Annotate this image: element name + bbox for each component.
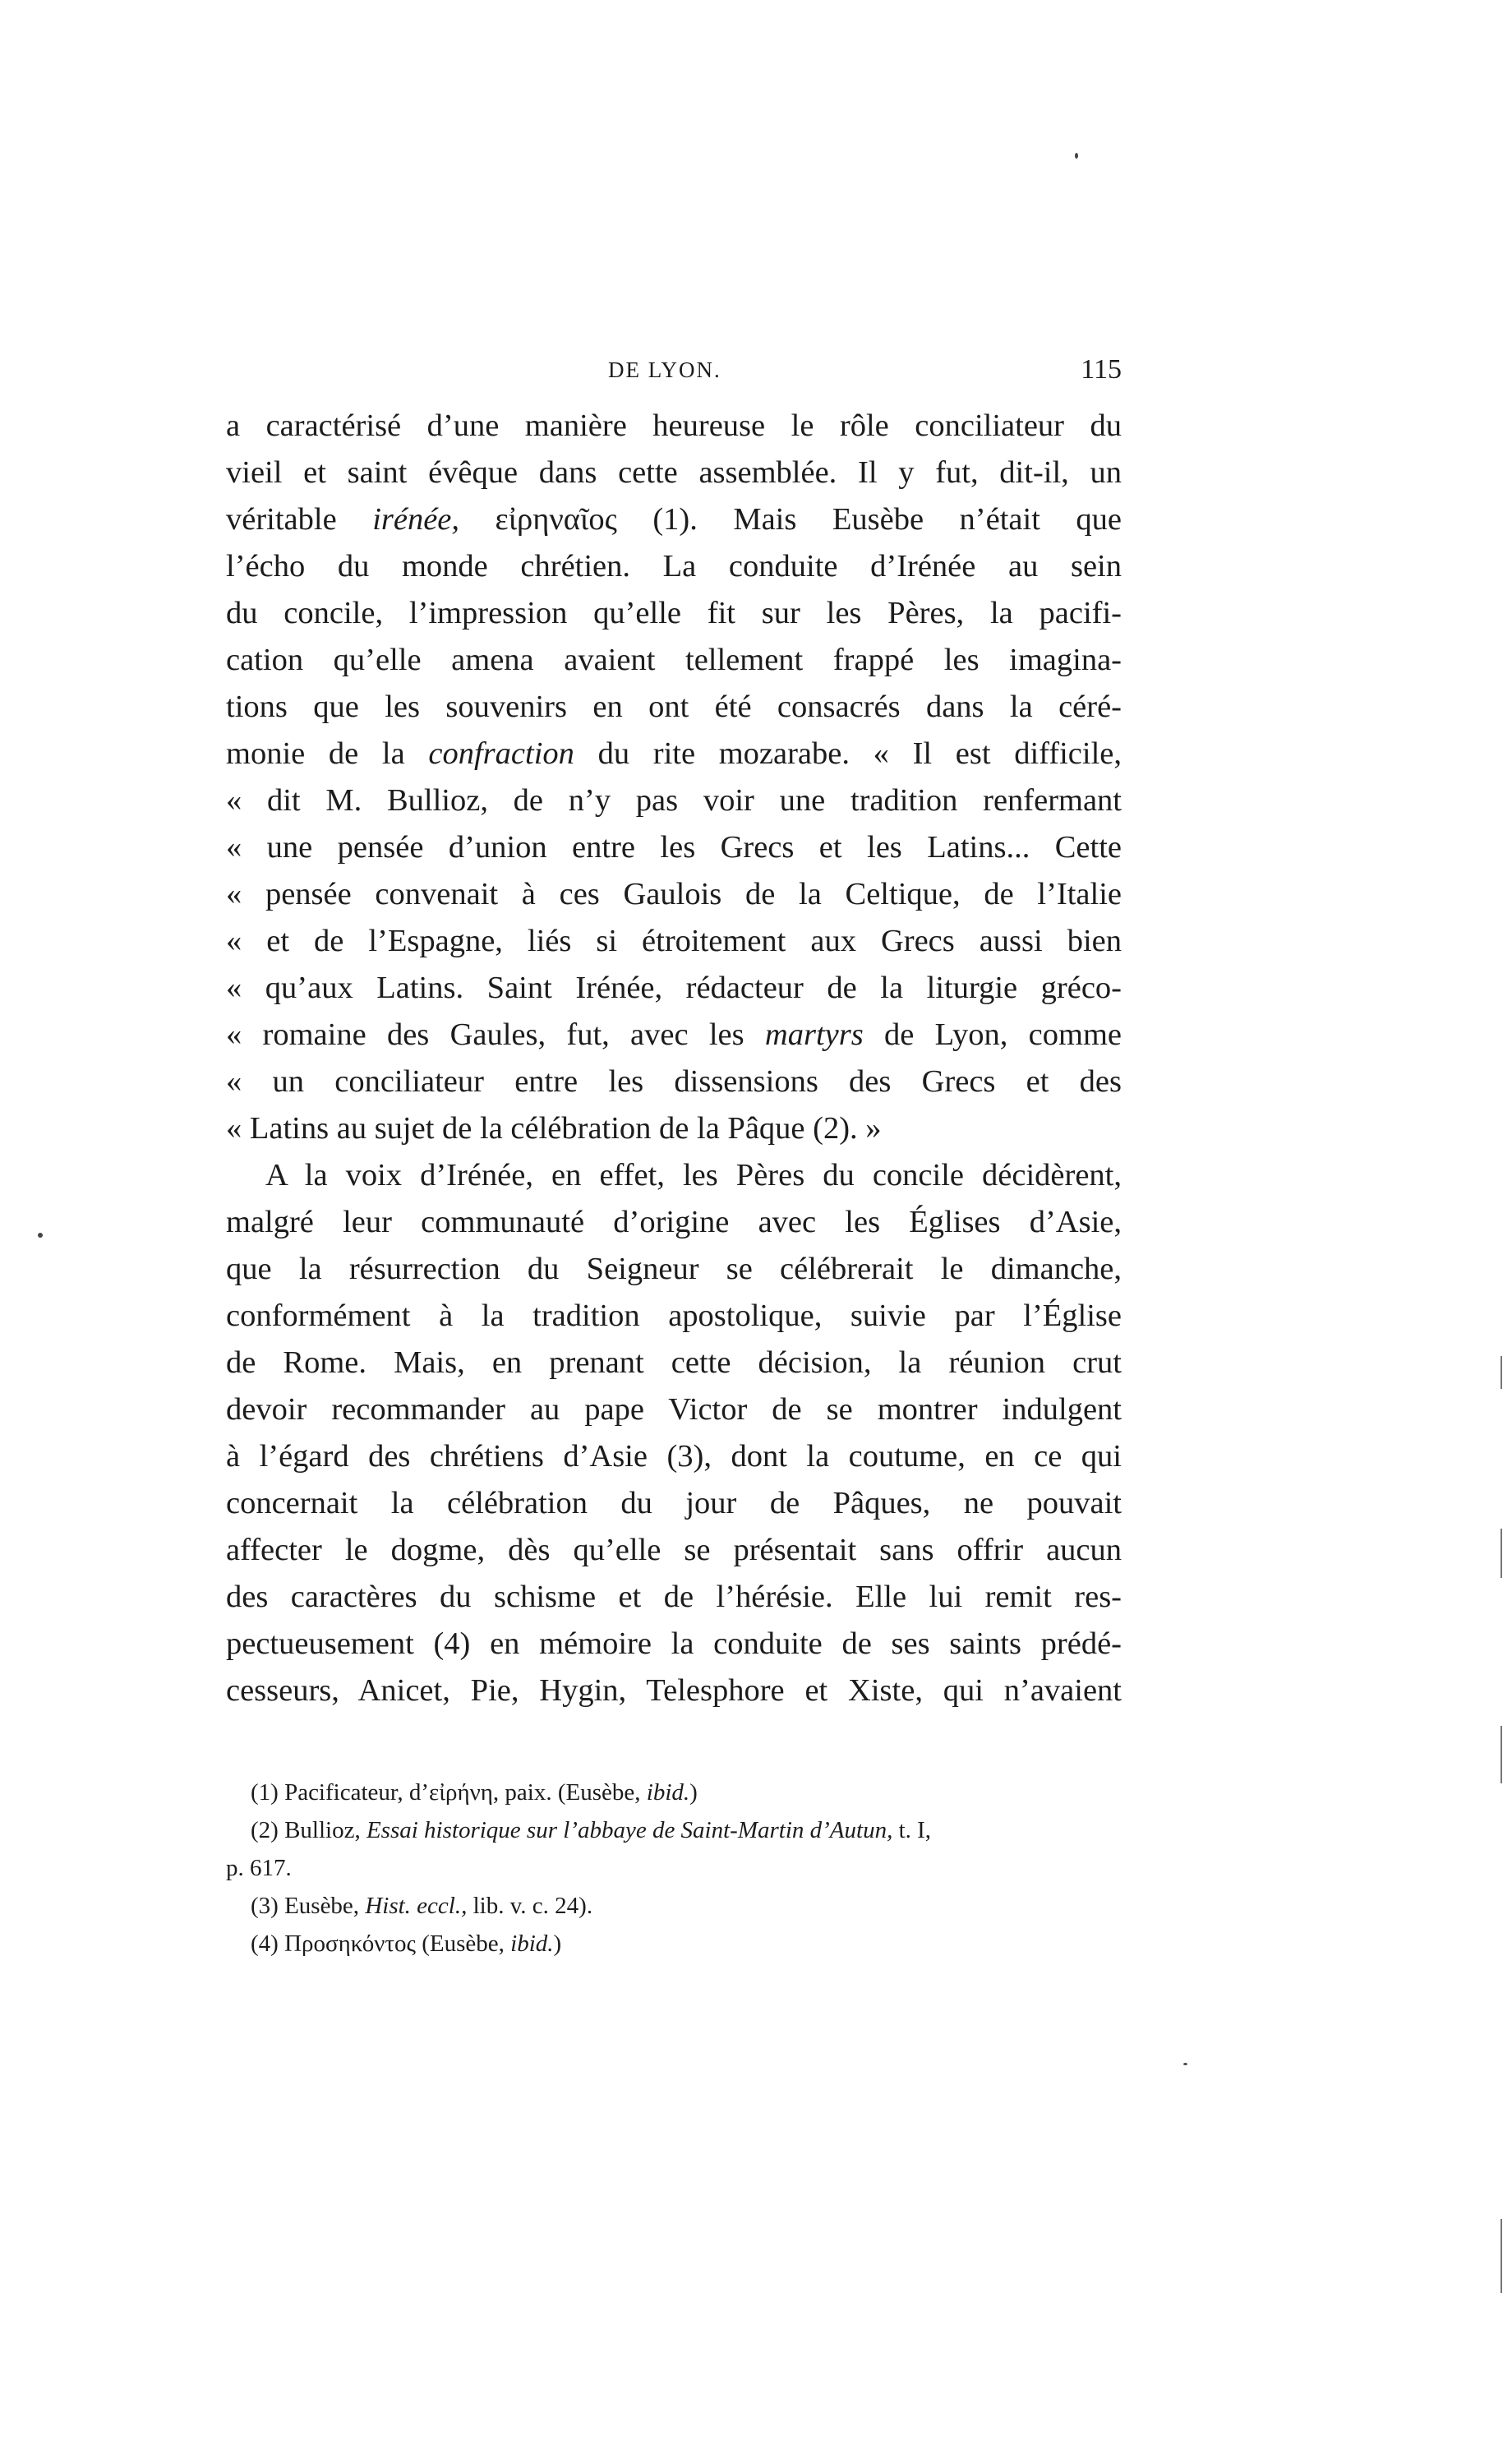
text-line: pectueusement (4) en mémoire la conduite de ses saints prédé-: [226, 1626, 1122, 1661]
scan-speck: [1075, 153, 1078, 159]
running-head: DE LYON.: [608, 357, 721, 382]
footnotes: [226, 1774, 1122, 1963]
text-line: véritable irénée, εἰρηναῖος (1). Mais Eusèbe n’était que: [226, 502, 1122, 537]
scan-speck: [1183, 2063, 1187, 2065]
text-line: « pensée convenait à ces Gaulois de la Celtique, de l’Italie: [226, 877, 1122, 911]
text-line: « et de l’Espagne, liés si étroitement aux Grecs aussi bien: [226, 924, 1122, 958]
text-line: malgré leur communauté d’origine avec les Églises d’Asie,: [226, 1205, 1122, 1239]
footnote-1: (1) Pacificateur, d’εἰρήνη, paix. (Eusèbe, ibid.): [251, 1779, 698, 1806]
scan-edge-mark: [1500, 1356, 1502, 1389]
text-line: cesseurs, Anicet, Pie, Hygin, Telesphore et Xiste, qui n’avaient: [226, 1673, 1122, 1708]
text-line: tions que les souvenirs en ont été consacrés dans la céré-: [226, 690, 1122, 724]
page-number: 115: [1081, 354, 1122, 385]
footnote-4: (4) Προσηκόντος (Eusèbe, ibid.): [251, 1930, 562, 1957]
text-line: « romaine des Gaules, fut, avec les martyrs de Lyon, comme: [226, 1017, 1122, 1052]
text-line: que la résurrection du Seigneur se célébrerait le dimanche,: [226, 1252, 1122, 1286]
text-line: concernait la célébration du jour de Pâques, ne pouvait: [226, 1486, 1122, 1520]
text-line: « Latins au sujet de la célébration de la Pâque (2). »: [226, 1111, 882, 1146]
text-line: conformément à la tradition apostolique, suivie par l’Église: [226, 1298, 1122, 1333]
footnote-2-continuation: p. 617.: [226, 1855, 292, 1881]
text-line: « un conciliateur entre les dissensions des Grecs et des: [226, 1064, 1122, 1099]
text-line: a caractérisé d’une manière heureuse le rôle conciliateur du: [226, 408, 1122, 443]
footnote-3: (3) Eusèbe, Hist. eccl., lib. v. c. 24).: [251, 1893, 593, 1919]
text-line: de Rome. Mais, en prenant cette décision, la réunion crut: [226, 1345, 1122, 1380]
scan-edge-mark: [1500, 1529, 1502, 1578]
body-text: [226, 403, 1122, 1714]
footnote-2: (2) Bullioz, Essai historique sur l’abbaye de Saint-Martin d’Autun, t. I,: [251, 1817, 932, 1843]
text-line: devoir recommander au pape Victor de se montrer indulgent: [226, 1392, 1122, 1427]
scan-speck: [38, 1233, 43, 1238]
paragraph-start-line: A la voix d’Irénée, en effet, les Pères du concile décidèrent,: [265, 1158, 1122, 1192]
text-line: monie de la confraction du rite mozarabe. « Il est difficile,: [226, 736, 1122, 771]
text-line: « qu’aux Latins. Saint Irénée, rédacteur de la liturgie gréco-: [226, 971, 1122, 1005]
scan-edge-mark: [1500, 2219, 1502, 2293]
text-line: vieil et saint évêque dans cette assemblée. Il y fut, dit-il, un: [226, 455, 1122, 490]
text-line: l’écho du monde chrétien. La conduite d’Irénée au sein: [226, 549, 1122, 584]
text-line: à l’égard des chrétiens d’Asie (3), dont la coutume, en ce qui: [226, 1439, 1122, 1474]
page-header: [226, 354, 1122, 390]
text-line: « une pensée d’union entre les Grecs et les Latins... Cette: [226, 830, 1122, 865]
scan-edge-mark: [1500, 1726, 1502, 1783]
text-line: affecter le dogme, dès qu’elle se présentait sans offrir aucun: [226, 1533, 1122, 1567]
text-line: des caractères du schisme et de l’hérésie. Elle lui remit res-: [226, 1580, 1122, 1614]
text-line: cation qu’elle amena avaient tellement frappé les imagina-: [226, 643, 1122, 677]
text-line: « dit M. Bullioz, de n’y pas voir une tradition renfermant: [226, 783, 1122, 818]
text-line: du concile, l’impression qu’elle fit sur les Pères, la pacifi-: [226, 596, 1122, 630]
